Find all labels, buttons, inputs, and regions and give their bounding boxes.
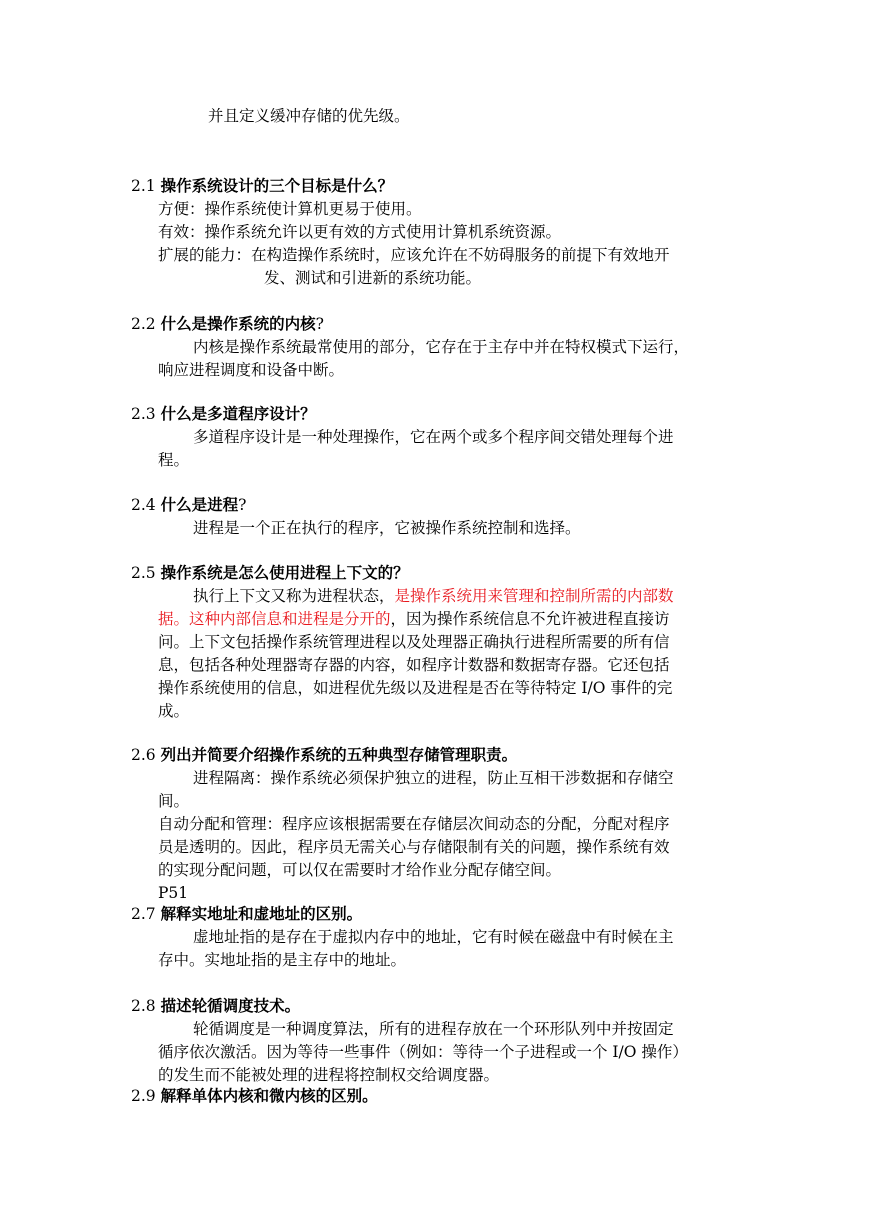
heading-title: 操作系统是怎么使用进程上下文的？ — [160, 563, 409, 582]
paragraph-line: 发、测试和引进新的系统功能。 — [264, 269, 482, 287]
paragraph-line: 存中。实地址指的是主存中的地址。 — [158, 951, 407, 969]
heading-2-4: 2.4 什么是进程? — [131, 495, 247, 514]
page-reference: P51 — [158, 884, 189, 902]
paragraph-line: 操作系统使用的信息，如进程优先级以及进程是否在等待特定 I/O 事件的完 — [158, 679, 673, 697]
paragraph-line: 的发生而不能被处理的进程将控制权交给调度器。 — [158, 1066, 500, 1084]
paragraph-line: 成。 — [158, 702, 190, 720]
heading-2-9 — [131, 1084, 378, 1108]
heading-2-8 — [131, 994, 300, 1018]
paragraph-line: 响应进程调度和设备中断。 — [158, 361, 345, 379]
heading-number: 2.2 — [131, 315, 156, 333]
heading-2-3 — [131, 402, 316, 426]
paragraph-line: 自动分配和管理：程序应该根据需要在存储层次间动态的分配，分配对程序 — [158, 815, 670, 833]
paragraph-line: 问。上下文包括操作系统管理进程以及处理器正确执行进程所需要的所有信 — [158, 633, 670, 651]
heading-number: 2.1 — [131, 177, 156, 195]
paragraph-line: 有效：操作系统允许以更有效的方式使用计算机系统资源。 — [158, 223, 562, 241]
heading-2-7 — [131, 902, 362, 926]
heading-number: 2.8 — [131, 997, 156, 1015]
paragraph-line: 多道程序设计是一种处理操作，它在两个或多个程序间交错处理每个进 — [193, 428, 674, 446]
heading-number: 2.6 — [131, 746, 156, 764]
paragraph-line: 虚地址指的是存在于虚拟内存中的地址，它有时候在磁盘中有时候在主 — [193, 928, 674, 946]
highlighted-text: 是操作系统用来管理和控制所需的内部数 — [394, 587, 674, 605]
heading-number: 2.7 — [131, 905, 156, 923]
paragraph-line: 员是透明的。因此，程序员无需关心与存储限制有关的问题，操作系统有效 — [158, 838, 670, 856]
heading-number: 2.4 — [131, 496, 156, 514]
heading-2-6 — [131, 743, 517, 767]
heading-number: 2.3 — [131, 405, 156, 423]
paragraph-line: 循序依次激活。因为等待一些事件（例如：等待一个子进程或一个 I/O 操作） — [158, 1043, 688, 1061]
paragraph-line: 内核是操作系统最常使用的部分，它存在于主存中并在特权模式下运行， — [193, 338, 690, 356]
heading-title: 什么是多道程序设计？ — [160, 404, 316, 423]
highlighted-text: 据。这种内部信息和进程是分开的 — [158, 610, 391, 628]
heading-title: 什么是进程 — [160, 495, 239, 514]
paragraph-line: 进程是一个正在执行的程序，它被操作系统控制和选择。 — [193, 519, 581, 537]
heading-title: 列出并简要介绍操作系统的五种典型存储管理职责。 — [160, 745, 518, 764]
intro-text: 并且定义缓冲存储的优先级。 — [208, 107, 410, 125]
paragraph-line: 轮循调度是一种调度算法，所有的进程存放在一个环形队列中并按固定 — [193, 1020, 674, 1038]
paragraph-line: 息，包括各种处理器寄存器的内容，如程序计数器和数据寄存器。它还包括 — [158, 656, 670, 674]
paragraph-line: 据。这种内部信息和进程是分开的，因为操作系统信息不允许被进程直接访 — [158, 610, 670, 628]
paragraph-line: 进程隔离：操作系统必须保护独立的进程，防止互相干涉数据和存储空 — [193, 769, 674, 787]
heading-2-5 — [131, 561, 409, 585]
heading-title: 操作系统设计的三个目标是什么？ — [160, 176, 394, 195]
paragraph-line: 扩展的能力：在构造操作系统时，应该允许在不妨碍服务的前提下有效地开 — [158, 246, 670, 264]
paragraph-line: 执行上下文又称为进程状态，是操作系统用来管理和控制所需的内部数 — [193, 587, 674, 605]
heading-number: 2.9 — [131, 1087, 156, 1105]
paragraph-line: 间。 — [158, 792, 190, 810]
heading-title: 解释实地址和虚地址的区别。 — [160, 904, 363, 923]
heading-title: 什么是操作系统的内核 — [160, 314, 316, 333]
heading-title: 描述轮循调度技术。 — [160, 996, 301, 1015]
paragraph-line: 的实现分配问题，可以仅在需要时才给作业分配存储空间。 — [158, 861, 562, 879]
heading-number: 2.5 — [131, 564, 156, 582]
paragraph-line: 方便：操作系统使计算机更易于使用。 — [158, 200, 422, 218]
heading-2-1 — [131, 174, 393, 198]
paragraph-line: 程。 — [158, 451, 190, 469]
heading-title: 解释单体内核和微内核的区别。 — [160, 1086, 378, 1105]
heading-2-2: 2.2 什么是操作系统的内核? — [131, 314, 324, 333]
